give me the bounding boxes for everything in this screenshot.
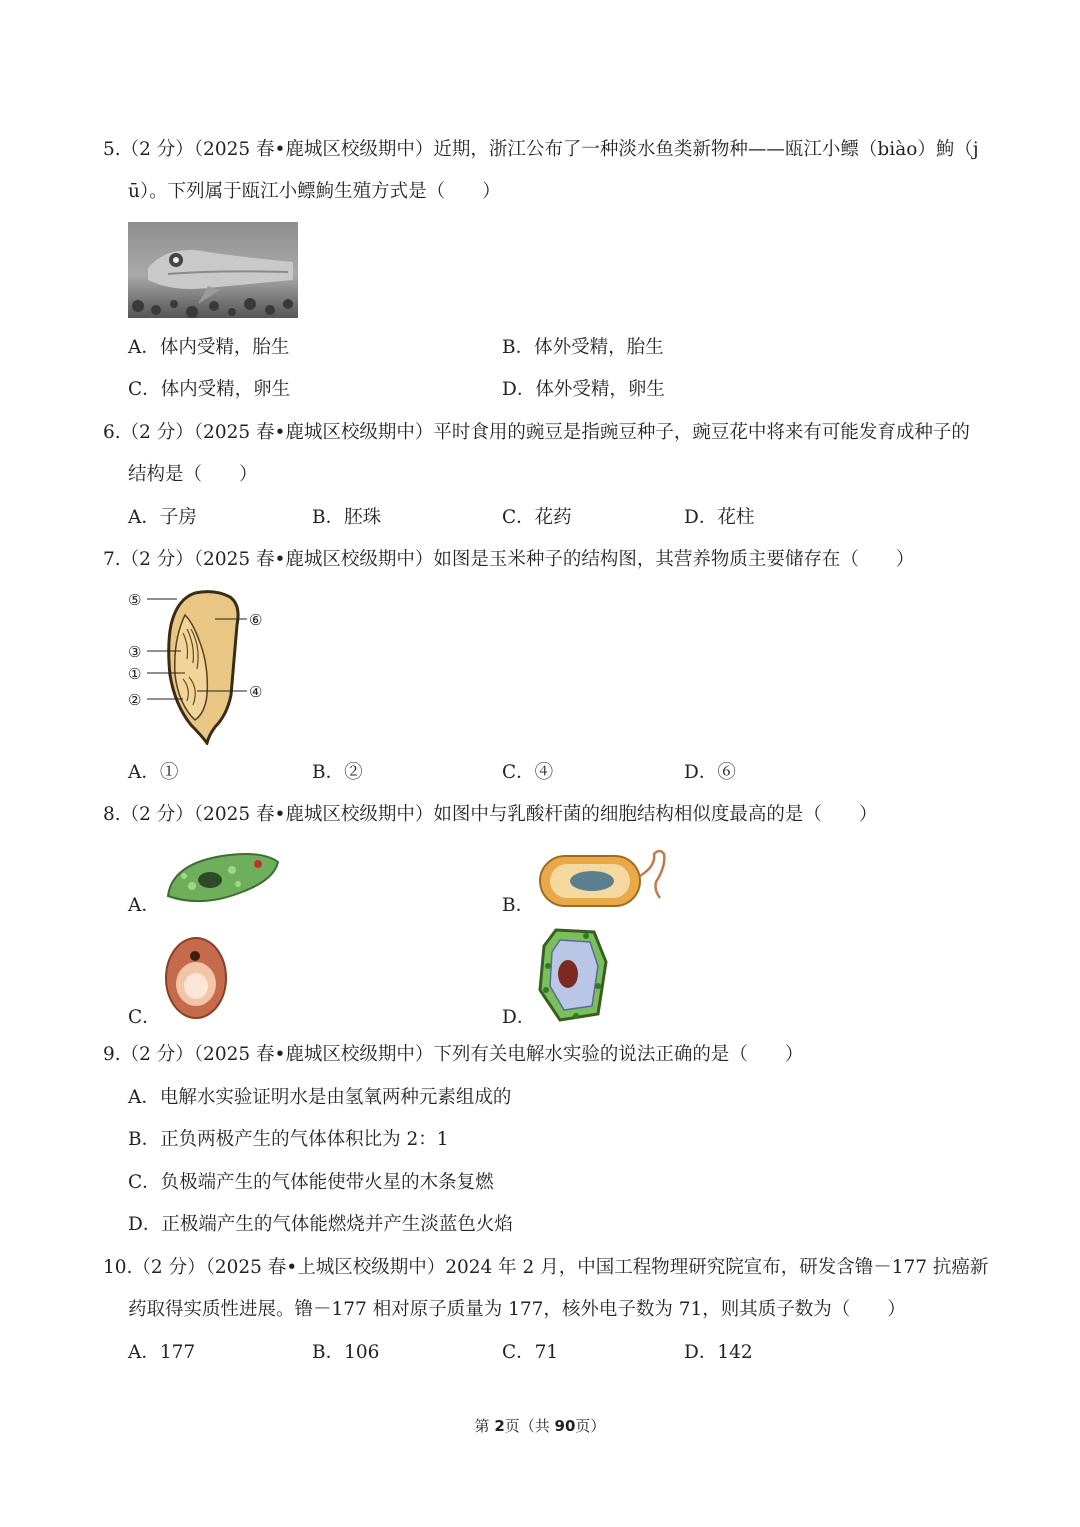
q7-stem-line1: 7.（2 分）（2025 春•鹿城区校级期中）如图是玉米种子的结构图，其营养物质主要储存在（ ） (103, 549, 915, 570)
q9-option-c: C．负极端产生的气体能使带火星的木条复燃 (128, 1172, 494, 1193)
footer-suffix: 页） (575, 1417, 606, 1435)
q10-option-a: A．177 (128, 1342, 196, 1363)
q10-stem-line2: 药取得实质性进展。镥－177 相对原子质量为 177，核外电子数为 71，则其质子数为（ ） (128, 1299, 906, 1320)
q9-stem-line1: 9.（2 分）（2025 春•鹿城区校级期中）下列有关电解水实验的说法正确的是（ ） (103, 1044, 804, 1065)
q8-option-c-label: C． (128, 1007, 161, 1028)
q9-option-d: D．正极端产生的气体能燃烧并产生淡蓝色火焰 (128, 1214, 513, 1235)
q7-option-b: B．② (312, 762, 363, 783)
q6-stem-line2: 结构是（ ） (128, 464, 258, 485)
page-footer (0, 1416, 1080, 1436)
euglena-cell (162, 846, 282, 917)
q10-option-d: D．142 (684, 1342, 753, 1363)
q8-option-d-label: D． (502, 1007, 536, 1028)
bacterium-cell (536, 846, 668, 917)
q6-stem-line1: 6.（2 分）（2025 春•鹿城区校级期中）平时食用的豌豆是指豌豆种子，豌豆花中将来有可能发育成种子的 (103, 422, 970, 443)
fish-photo (128, 222, 298, 323)
q5-option-a: A．体内受精，胎生 (128, 337, 290, 358)
footer-middle: 页（共 (504, 1417, 555, 1435)
q10-stem-line1: 10.（2 分）（2025 春•上城区校级期中）2024 年 2 月，中国工程物理研究院宣布，研发含镥－177 抗癌新 (103, 1257, 989, 1278)
q7-option-c: C．④ (502, 762, 554, 783)
q9-option-b: B．正负两极产生的气体体积比为 2：1 (128, 1129, 449, 1150)
seed-label-3: ③ (128, 643, 142, 661)
q5-stem-line2: ū）。下列属于瓯江小鳔鮈生殖方式是（ ） (128, 181, 501, 202)
plant-cell (536, 926, 610, 1029)
q6-option-a: A．子房 (128, 507, 197, 528)
footer-prefix: 第 (474, 1417, 495, 1435)
q5-option-c: C．体内受精，卵生 (128, 379, 291, 400)
yeast-cell (162, 934, 230, 1027)
q10-option-b: B．106 (312, 1342, 380, 1363)
seed-label-4: ④ (249, 683, 263, 701)
q8-option-b-label: B． (502, 895, 535, 916)
q7-option-d: D．⑥ (684, 762, 736, 783)
seed-label-6: ⑥ (249, 611, 263, 629)
q6-option-c: C．花药 (502, 507, 572, 528)
q9-option-a: A．电解水实验证明水是由氢氧两种元素组成的 (128, 1087, 512, 1108)
q5-stem-line1: 5.（2 分）（2025 春•鹿城区校级期中）近期，浙江公布了一种淡水鱼类新物种——瓯江小鳔（biào）鮈（j (103, 139, 979, 160)
q6-option-d: D．花柱 (684, 507, 755, 528)
q10-option-c: C．71 (502, 1342, 559, 1363)
footer-total-pages: 90 (554, 1417, 576, 1435)
q8-option-a-label: A． (128, 895, 160, 916)
seed-label-5: ⑤ (128, 591, 142, 609)
q7-option-a: A．① (128, 762, 179, 783)
q6-option-b: B．胚珠 (312, 507, 382, 528)
q5-option-d: D．体外受精，卵生 (502, 379, 665, 400)
footer-page-number: 2 (494, 1417, 505, 1435)
corn-seed-diagram (125, 585, 275, 750)
seed-label-2: ② (128, 691, 142, 709)
q5-option-b: B．体外受精，胎生 (502, 337, 664, 358)
q8-stem-line1: 8.（2 分）（2025 春•鹿城区校级期中）如图中与乳酸杆菌的细胞结构相似度最高的是（ ） (103, 804, 878, 825)
seed-label-1: ① (128, 665, 142, 683)
